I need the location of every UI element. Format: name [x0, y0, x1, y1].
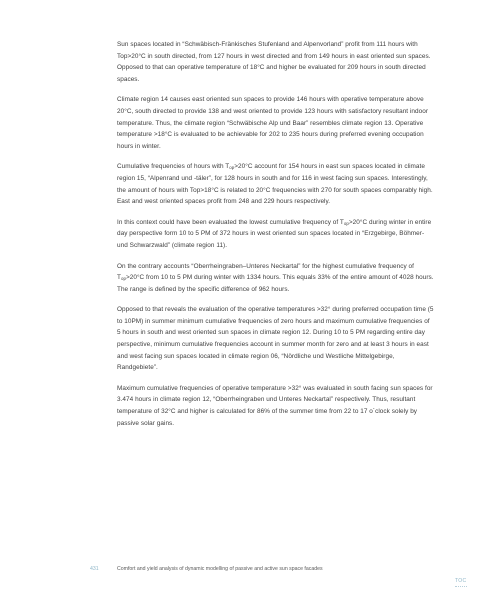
page-number: 431 [90, 566, 99, 572]
paragraph-1: Sun spaces located in “Schwäbisch-Fränkisches Stufenland and Alpenvorland” profit from 111 hours with Top>20°C in south directed, from 127 hours in west directed and from 149 hours in east oriented sun spaces. Opposed to that can operative temperature of 18°C and higher be evaluated for 209 hours in south directed spaces. [117, 41, 431, 83]
body-text [117, 39, 435, 438]
paragraph-3-subscript: op [229, 165, 235, 171]
footer-title: Comfort and yield analysis of dynamic modelling of passive and active sun space facades [117, 566, 323, 572]
toc-underline [455, 586, 467, 587]
paragraph-4 [117, 217, 435, 252]
paragraph-5-subscript: op [120, 276, 126, 282]
paragraph-3-text-b: >20°C account for 154 hours in east sun spaces located in climate region 15, “Alpenrand und -täler”, for 128 hours in south and for 116 in west facing sun spaces. Interestingly, the amount of hours with Top>18°C is related to 20°C frequencies with 270 for south spaces comparably high. East and west oriented spaces profit from 248 and 229 hours respectively. [117, 163, 433, 206]
paragraph-5 [117, 261, 435, 296]
paragraph-3 [117, 161, 435, 207]
toc-link[interactable]: TOC [455, 578, 467, 584]
paragraph-5-text-b: >20°C from 10 to 5 PM during winter with 1334 hours. This equals 33% of the entire amount of 4028 hours. The range is defined by the specific difference of 962 hours. [117, 274, 434, 293]
paragraph-5-text-a: On the contrary accounts “Oberrheingraben–Unteres Neckartal” for the highest cumulative frequency of T [117, 262, 414, 282]
page-footer [90, 566, 450, 576]
paragraph-2: Climate region 14 causes east oriented sun spaces to provide 146 hours with operative temperature above 20°C, south directed to provide 138 and west oriented to provide 123 hours with satisfactory resultant indoor temperature. Thus, the climate region “Schwäbische Alp und Baar” resembles climate region 13. Operative temperature >18°C is evaluated to be achievable for 202 to 235 hours during preferred evening occupation hours in winter. [117, 96, 429, 150]
paragraph-3-text-a: Cumulative frequencies of hours with T [117, 163, 230, 171]
paragraph-4-text-a: In this context could have been evaluated the lowest cumulative frequency of T [117, 218, 344, 226]
paragraph-4-subscript: op [343, 220, 349, 226]
paragraph-7: Maximum cumulative frequencies of operative temperature >32° was evaluated in south facing sun spaces for 3.474 hours in climate region 12, “Oberrheingraben und Unteres Neckartal” respectively. Thus, resultant temperature of 32°C and higher is calculated for 86% of the summer time from 22 to 17 o´clock solely by passive solar gains. [117, 384, 433, 427]
paragraph-4-text-b: >20°C during winter in entire day perspective form 10 to 5 PM of 372 hours in west oriented sun spaces located in “Erzgebirge, Böhmer- und Schwarzwald” (climate region 11). [117, 218, 432, 249]
paragraph-6: Opposed to that reveals the evaluation of the operative temperatures >32° during preferred occupation time (5 to 10PM) in summer minimum cumulative frequencies of zero hours and maximum cumulative frequencies of 5 hours in south and west oriented sun spaces in climate region 12. During 10 to 5 PM regarding entire day perspective, minimum cumulative frequencies account in summer month for zero and at least 3 hours in east and west facing sun spaces located in climate region 06, “Nördliche und Westliche Mittelgebirge, Randgebiete”. [117, 306, 434, 372]
